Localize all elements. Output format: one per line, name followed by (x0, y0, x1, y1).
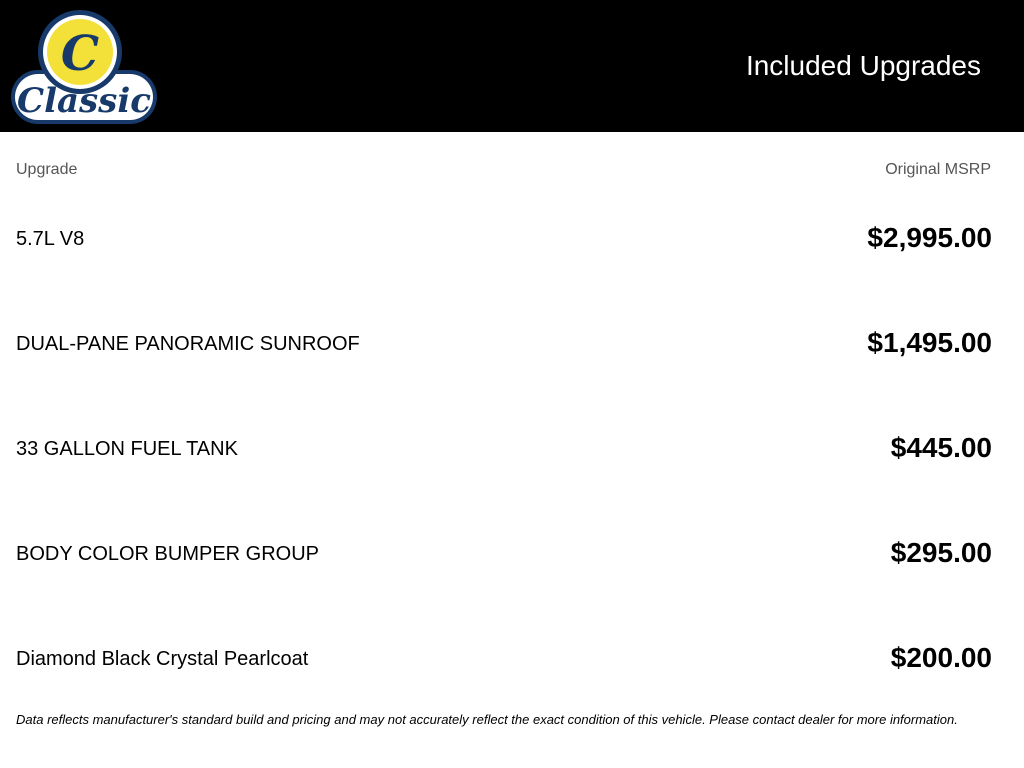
column-header-upgrade: Upgrade (16, 161, 78, 178)
upgrade-name: DUAL-PANE PANORAMIC SUNROOF (16, 333, 360, 355)
page-header (0, 0, 1024, 132)
upgrade-name: BODY COLOR BUMPER GROUP (16, 543, 320, 565)
upgrade-price: $200.00 (890, 642, 992, 673)
page-title: Included Upgrades (745, 50, 981, 81)
disclaimer-text: Data reflects manufacturer's standard build and pricing and may not accurately reflect the exact condition of this vehicle. Please contact dealer for more information. (16, 712, 958, 727)
upgrade-price: $2,995.00 (867, 222, 992, 253)
upgrade-list (16, 185, 992, 710)
upgrade-row (16, 605, 992, 710)
svg-text:C: C (60, 26, 100, 82)
upgrade-row (16, 500, 992, 605)
upgrade-name: 5.7L V8 (16, 228, 85, 250)
upgrade-name: 33 GALLON FUEL TANK (16, 438, 238, 460)
upgrade-price: $445.00 (890, 432, 992, 463)
upgrade-row (16, 395, 992, 500)
upgrade-name: Diamond Black Crystal Pearlcoat (16, 648, 309, 670)
classic-logo (10, 8, 158, 126)
svg-text:Classic: Classic (17, 81, 151, 121)
upgrade-price: $295.00 (890, 537, 992, 568)
upgrade-price: $1,495.00 (867, 327, 992, 358)
upgrade-row (16, 290, 992, 395)
upgrade-row (16, 185, 992, 290)
column-header-msrp: Original MSRP (885, 161, 991, 178)
